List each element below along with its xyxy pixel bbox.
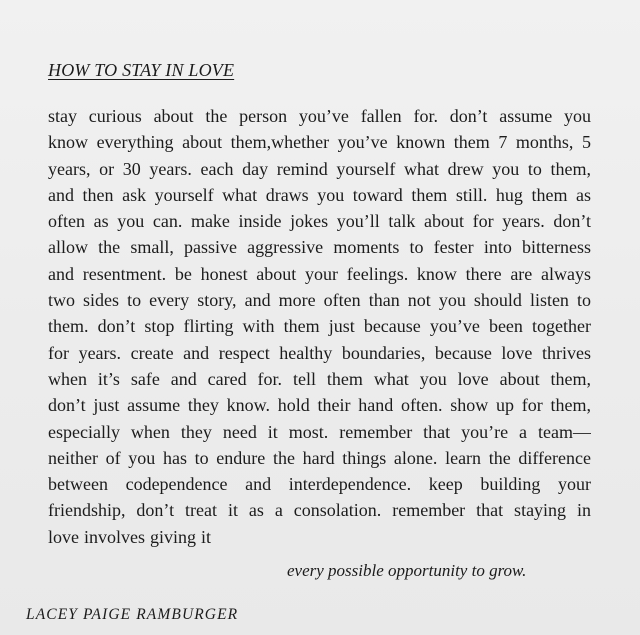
author-name: LACEY PAIGE RAMBURGER (26, 606, 239, 623)
poem-body (48, 103, 591, 550)
poem-line: stay curious about the person you’ve fallen for. don’t assume you (48, 106, 591, 126)
poem-line: don’t just assume they know. hold their hand often. show up for them, (48, 395, 591, 416)
poem-line: often as you can. make inside jokes you’ll talk about for years. don’t (48, 211, 591, 232)
poem-line: when it’s safe and cared for. tell them what you love about them, (48, 368, 591, 389)
poem-line: for years. create and respect healthy boundaries, because love thrives (48, 342, 591, 363)
poem-line: neither of you has to endure the hard things alone. learn the difference (48, 447, 591, 468)
poem-closing-line: every possible opportunity to grow. (287, 561, 527, 580)
poem-line: two sides to every story, and more often than not you should listen to (48, 290, 591, 311)
poem-title: HOW TO STAY IN LOVE (48, 60, 235, 80)
poem-line: and then ask yourself what draws you toward them still. hug them as (48, 184, 591, 205)
poem-line: years, or 30 years. each day remind yourself what drew you to them, (48, 158, 591, 179)
poem-line: love involves giving it (48, 526, 211, 547)
poem-line: allow the small, passive aggressive moments to fester into bitterness (48, 237, 591, 258)
poem-line: know everything about them,whether you’ve known them 7 months, 5 (48, 132, 591, 153)
poem-line: friendship, don’t treat it as a consolation. remember that staying in (48, 500, 591, 521)
poem-line: them. don’t stop flirting with them just because you’ve been together (48, 316, 591, 337)
poem-line: between codependence and interdependence. keep building your (48, 474, 591, 495)
poem-line: and resentment. be honest about your feelings. know there are always (48, 263, 591, 284)
poem-line: especially when they need it most. remember that you’re a team— (48, 421, 591, 442)
